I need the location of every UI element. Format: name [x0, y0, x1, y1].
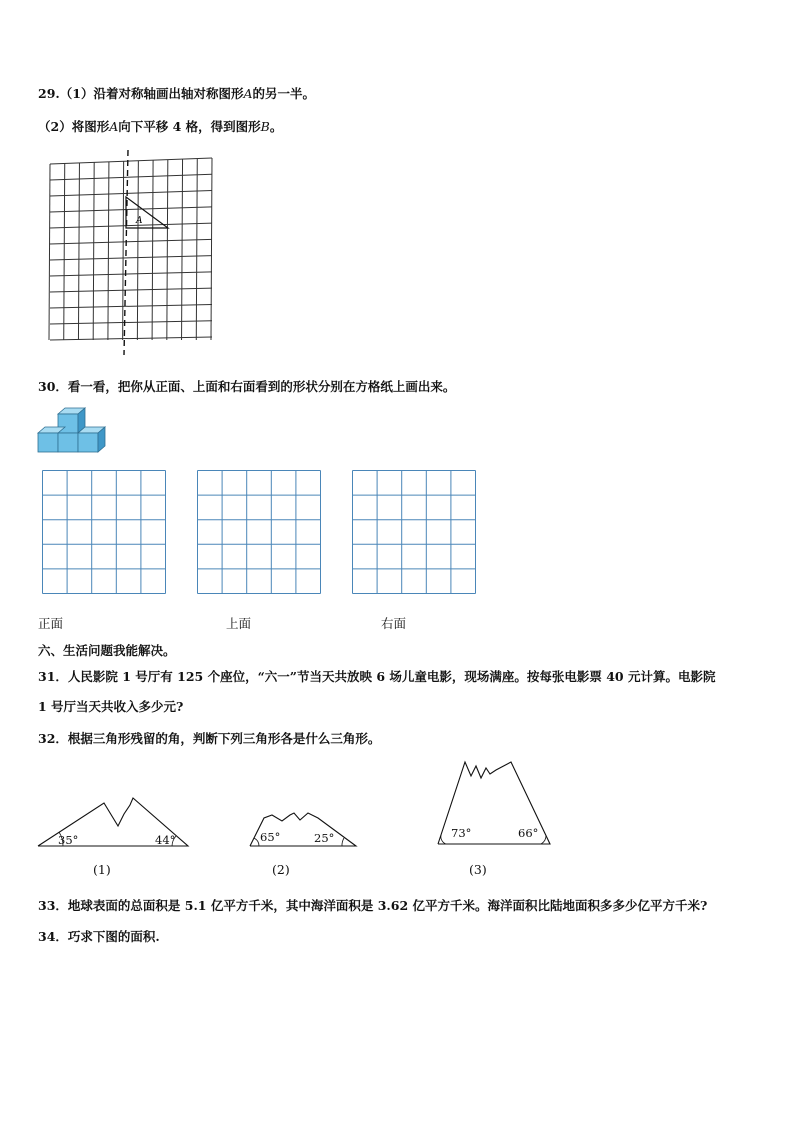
grid-hline — [50, 223, 212, 228]
section6-heading: 六、生活问题我能解决。 — [38, 643, 176, 658]
q34-text: 34．巧求下图的面积. — [38, 929, 160, 944]
grid-hline — [50, 272, 212, 276]
right-view-grid[interactable] — [352, 470, 478, 596]
figure-a — [126, 197, 168, 228]
grid-hline — [50, 337, 212, 340]
grid-vline — [93, 162, 94, 340]
tri2-angle-left: 65° — [260, 830, 281, 844]
grid-hline — [50, 321, 212, 324]
grid-vline — [211, 158, 212, 340]
grid-vline — [182, 159, 183, 340]
grid-hline — [50, 304, 212, 308]
grid-hline — [50, 191, 212, 196]
top-view-grid[interactable] — [197, 470, 323, 596]
grid-vline — [196, 159, 197, 340]
var-b: B — [260, 119, 270, 134]
grid-hline — [50, 288, 212, 292]
q29-grid — [46, 150, 216, 355]
grid-vline — [78, 163, 79, 340]
symmetry-axis — [124, 150, 128, 355]
grid-vline — [137, 161, 138, 340]
tri3-angle-right: 66° — [518, 826, 539, 840]
tri3-label: (3) — [469, 862, 487, 877]
cube-figure — [38, 406, 108, 454]
grid-hline — [50, 158, 212, 164]
q31-line1: 31．人民影院 1 号厅有 125 个座位，“六一”节当天共放映 6 场儿童电影，现场满座。按每张电影票 40 元计算。电影院 — [38, 669, 716, 684]
grid-vline — [152, 160, 153, 340]
var-a: A — [243, 86, 253, 101]
label-right: 右面 — [381, 616, 407, 631]
grid-hline — [50, 207, 212, 212]
figure-a-label: A — [136, 216, 143, 226]
tri1-label: (1) — [93, 862, 111, 877]
q30-text: 30．看一看，把你从正面、上面和右面看到的形状分别在方格纸上画出来。 — [38, 379, 456, 394]
q32-text: 32．根据三角形残留的角，判断下列三角形各是什么三角形。 — [38, 731, 381, 746]
grid-vline — [64, 163, 65, 340]
label-top: 上面 — [226, 616, 252, 631]
grid-hline — [50, 256, 212, 260]
grid-hline — [50, 239, 212, 244]
tri2-angle-right: 25° — [314, 831, 335, 845]
var-a-2: A — [109, 119, 119, 134]
grid-vline — [167, 160, 168, 340]
tri2-label: (2) — [272, 862, 290, 877]
tri3-angle-left: 73° — [451, 826, 472, 840]
grid-vline — [123, 161, 124, 340]
q33-text: 33．地球表面的总面积是 5.1 亿平方千米，其中海洋面积是 3.62 亿平方千米。海洋面积比陆地面积多多少亿平方千米? — [38, 898, 708, 913]
label-front: 正面 — [38, 616, 64, 631]
q29-line2: （2）将图形A向下平移 4 格，得到图形B。 — [38, 119, 283, 134]
tri1-angle-left: 35° — [58, 833, 79, 847]
grid-hline — [50, 174, 212, 180]
q29-line1: 29.（1）沿着对称轴画出轴对称图形A的另一半。 — [38, 86, 315, 101]
tri1-angle-right: 44° — [155, 833, 176, 847]
front-view-grid[interactable] — [42, 470, 168, 596]
grid-vline — [49, 164, 50, 340]
q31-line2: 1 号厅当天共收入多少元? — [38, 699, 184, 714]
grid-vline — [108, 162, 109, 340]
